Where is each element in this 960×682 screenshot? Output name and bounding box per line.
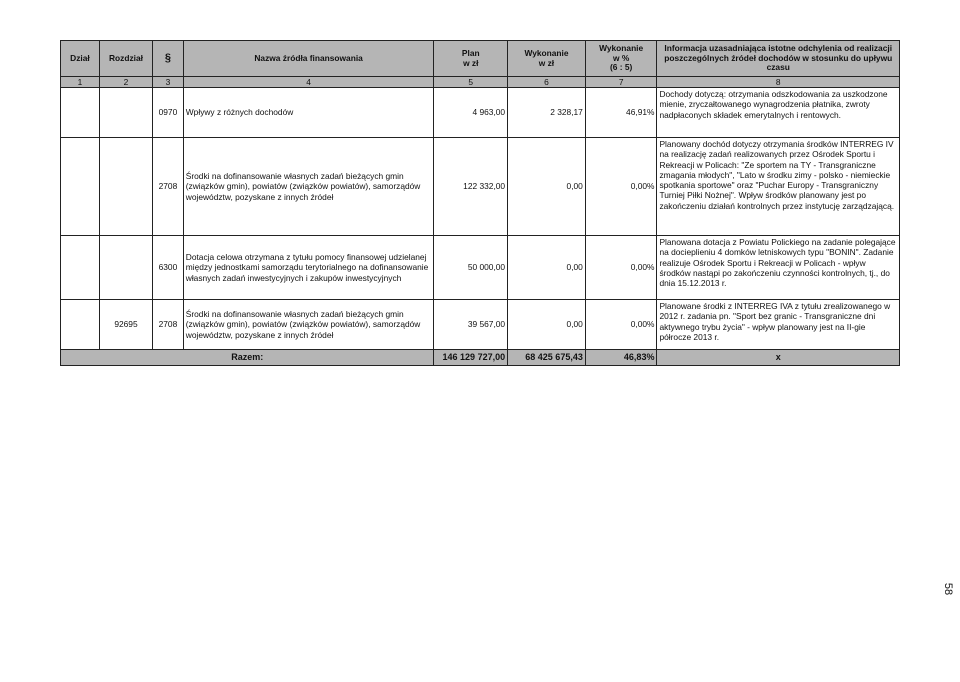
cell-paragraf: 6300 xyxy=(153,236,184,300)
cell-nazwa: Środki na dofinansowanie własnych zadań bieżących gmin (związków gmin), powiatów (związków powiatów), samorządów województw, pozyskane z innych źródeł xyxy=(183,300,434,350)
header-paragraf: § xyxy=(153,41,184,77)
budget-table xyxy=(60,40,900,366)
header-wykonanie-pct: Wykonanie w % (6 : 5) xyxy=(585,41,657,77)
cell-dzial xyxy=(61,300,100,350)
cell-informacja: Planowane środki z INTERREG IVA z tytułu zrealizowanego w 2012 r. zadania pn. "Sport bez granic - Transgraniczne dni aktywnego trybu życia" - wpływ planowany jest na II-gie półrocze 2013 r. xyxy=(657,300,900,350)
cell-rozdzial: 92695 xyxy=(99,300,152,350)
cell-wykonanie: 0,00 xyxy=(508,236,586,300)
column-number: 5 xyxy=(434,77,508,88)
cell-pct: 0,00% xyxy=(585,236,657,300)
column-number: 7 xyxy=(585,77,657,88)
total-plan: 146 129 727,00 xyxy=(434,350,508,366)
total-label: Razem: xyxy=(61,350,434,366)
cell-nazwa: Dotacja celowa otrzymana z tytułu pomocy finansowej udzielanej między jednostkami samorządu terytorialnego na dofinansowanie własnych zadań inwestycyjnych i zakupów inwestycyjnych xyxy=(183,236,434,300)
cell-nazwa: Środki na dofinansowanie własnych zadań bieżących gmin (związków gmin), powiatów (związków powiatów), samorządów województw, pozyskane z innych źródeł xyxy=(183,138,434,236)
column-number: 1 xyxy=(61,77,100,88)
column-number: 2 xyxy=(99,77,152,88)
table-row xyxy=(61,138,900,236)
cell-wykonanie: 0,00 xyxy=(508,300,586,350)
total-info: x xyxy=(657,350,900,366)
total-wykonanie: 68 425 675,43 xyxy=(508,350,586,366)
cell-informacja: Planowany dochód dotyczy otrzymania środków INTERREG IV na realizację zadań realizowanych przez Ośrodek Sportu i Rekreacji w Policach: "Ze sportem na TY - Transgraniczne zmagania młodych", "Lato w środku zimy - polsko - niemieckie spotkania sportowe" oraz "Puchar Europy - Transgraniczny Turniej Piłki Nożnej". Wpływ środków planowany jest po zakończeniu działań kontrolnych przez instytucję zarządzającą. xyxy=(657,138,900,236)
column-number-row xyxy=(61,77,900,88)
cell-paragraf: 0970 xyxy=(153,88,184,138)
cell-informacja: Planowana dotacja z Powiatu Polickiego na zadanie polegające na docieplieniu 4 domków letniskowych typu "BONIN". Zadanie realizuje Ośrodek Sportu i Rekreacji w Policach - wpływ środków nastąpi po zakończeniu czynności kontrolnych, tj., do dnia 15.12.2013 r. xyxy=(657,236,900,300)
total-pct: 46,83% xyxy=(585,350,657,366)
total-row xyxy=(61,350,900,366)
header-nazwa: Nazwa źródła finansowania xyxy=(183,41,434,77)
cell-nazwa: Wpływy z różnych dochodów xyxy=(183,88,434,138)
header-dzial: Dział xyxy=(61,41,100,77)
cell-paragraf: 2708 xyxy=(153,138,184,236)
header-wykonanie: Wykonanie w zł xyxy=(508,41,586,77)
cell-pct: 0,00% xyxy=(585,300,657,350)
column-number: 6 xyxy=(508,77,586,88)
cell-rozdzial xyxy=(99,88,152,138)
column-number: 4 xyxy=(183,77,434,88)
column-number: 8 xyxy=(657,77,900,88)
cell-wykonanie: 0,00 xyxy=(508,138,586,236)
cell-plan: 122 332,00 xyxy=(434,138,508,236)
cell-rozdzial xyxy=(99,236,152,300)
cell-dzial xyxy=(61,138,100,236)
cell-pct: 0,00% xyxy=(585,138,657,236)
cell-pct: 46,91% xyxy=(585,88,657,138)
table-row xyxy=(61,300,900,350)
column-number: 3 xyxy=(153,77,184,88)
cell-dzial xyxy=(61,236,100,300)
cell-rozdzial xyxy=(99,138,152,236)
cell-plan: 50 000,00 xyxy=(434,236,508,300)
header-plan: Plan w zł xyxy=(434,41,508,77)
cell-plan: 4 963,00 xyxy=(434,88,508,138)
table-row xyxy=(61,236,900,300)
cell-plan: 39 567,00 xyxy=(434,300,508,350)
page-number: 58 xyxy=(941,582,954,596)
cell-wykonanie: 2 328,17 xyxy=(508,88,586,138)
cell-informacja: Dochody dotyczą: otrzymania odszkodowania za uszkodzone mienie, zryczałtowanego wynagrodzenia płatnika, zwroty nadpłaconych składek emerytalnych i rentowych. xyxy=(657,88,900,138)
header-informacja: Informacja uzasadniająca istotne odchylenia od realizacji poszczególnych źródeł dochodów w stosunku do upływu czasu xyxy=(657,41,900,77)
cell-dzial xyxy=(61,88,100,138)
table-row xyxy=(61,88,900,138)
header-rozdzial: Rozdział xyxy=(99,41,152,77)
header-row xyxy=(61,41,900,77)
cell-paragraf: 2708 xyxy=(153,300,184,350)
